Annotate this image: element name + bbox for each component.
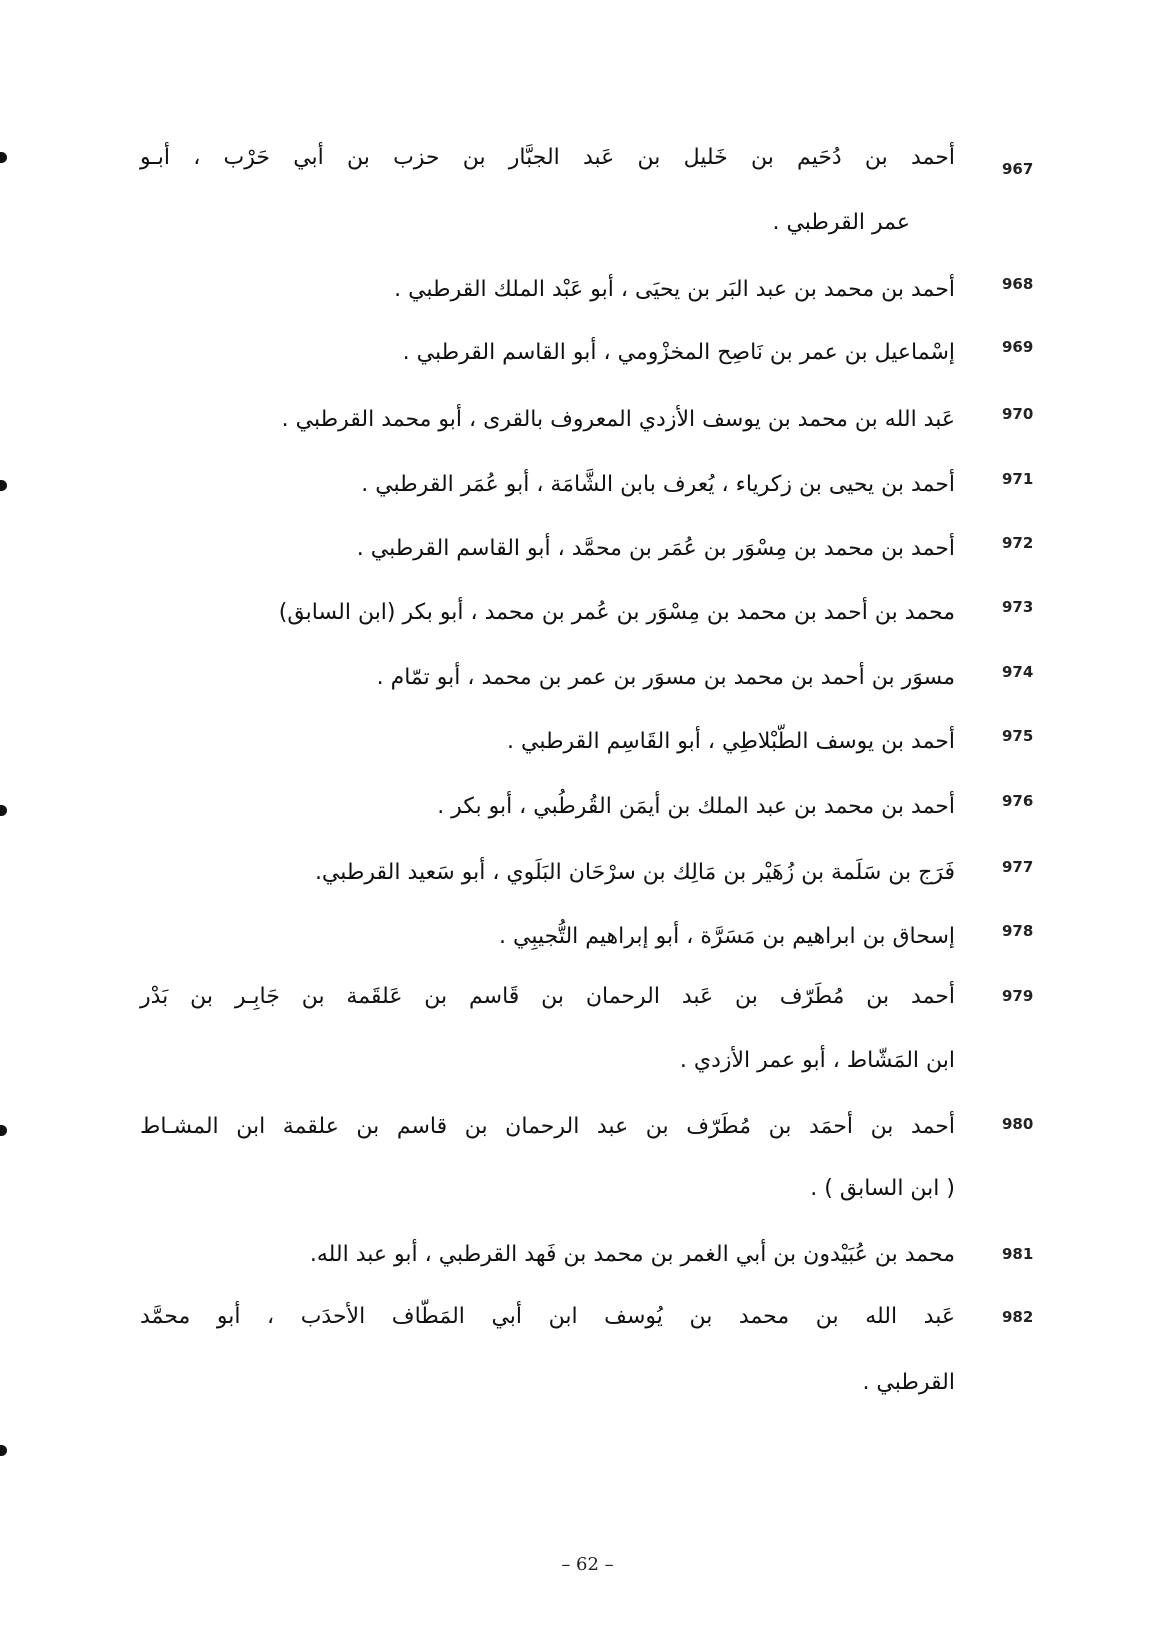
entry-text: أحمد بن يوسف الطّبْلاطِي ، أبو القَاسِم القرطبي . bbox=[507, 729, 955, 754]
entry-text: عَبد الله بن محمد بن يوسف الأزدي المعروف بالقرى ، أبو محمد القرطبي . bbox=[281, 407, 955, 432]
entry-number: 981 bbox=[1002, 1245, 1034, 1263]
entry-text: إسْماعيل بن عمر بن نَاصِح المخزْومي ، أبو القاسم القرطبي . bbox=[402, 340, 955, 365]
entry-number: 973 bbox=[1002, 598, 1034, 616]
entry-text: أحمد بن يحيى بن زكرياء ، يُعرف بابن الشَّامَة ، أبو عُمَر القرطبي . bbox=[361, 472, 955, 497]
entry-text: أحمد بن محمد بن عبد البَر بن يحيَى ، أبو عَبْد الملك القرطبي . bbox=[394, 277, 955, 302]
entry-number: 967 bbox=[1002, 160, 1034, 178]
entry-text: أحمد بن محمد بن مِسْوَر بن عُمَر بن محمَّد ، أبو القاسم القرطبي . bbox=[356, 536, 955, 561]
entry-number: 982 bbox=[1002, 1308, 1034, 1326]
entry-text: عَبد الله بن محمد بن يُوسف ابن أبي المَطّاف الأحدَب ، أبو محمَّد bbox=[140, 1304, 955, 1329]
entry-number: 970 bbox=[1002, 405, 1034, 423]
margin-mark bbox=[0, 480, 7, 491]
entry-text: أحمد بن محمد بن عبد الملك بن أيمَن القُرطُبي ، أبو بكر . bbox=[437, 794, 955, 819]
entry-text-continuation: ابن المَشّاط ، أبو عمر الأزدي . bbox=[679, 1048, 955, 1073]
entry-text: محمد بن أحمد بن محمد بن مِسْوَر بن عُمر بن محمد ، أبو بكر (ابن السابق) bbox=[278, 600, 955, 625]
entry-text: إسحاق بن ابراهيم بن مَسَرَّة ، أبو إبراهيم التُّجيبِي . bbox=[499, 924, 955, 949]
entry-number: 972 bbox=[1002, 534, 1034, 552]
entry-text-continuation: ( ابن السابق ) . bbox=[810, 1176, 955, 1201]
entry-text-continuation: عمر القرطبي . bbox=[772, 210, 910, 235]
entry-text: أحمد بن أحمَد بن مُطَرّف بن عبد الرحمان بن قاسم بن علقمة ابن المشـاط bbox=[140, 1114, 955, 1139]
entry-text: فَرَج بن سَلَمة بن زُهَيْر بن مَالِك بن سرْحَان البَلَوي ، أبو سَعيد القرطبي. bbox=[314, 860, 955, 885]
entry-number: 979 bbox=[1002, 987, 1034, 1005]
margin-mark bbox=[0, 805, 7, 816]
margin-mark bbox=[0, 1125, 7, 1136]
entry-text-continuation: القرطبي . bbox=[862, 1370, 955, 1395]
entry-number: 974 bbox=[1002, 663, 1034, 681]
entry-text: محمد بن عُبَيْدون بن أبي الغمر بن محمد بن فَهد القرطبي ، أبو عبد الله. bbox=[309, 1242, 955, 1267]
page-number: – 62 – bbox=[561, 1554, 614, 1575]
margin-mark bbox=[0, 152, 7, 163]
entry-number: 978 bbox=[1002, 922, 1034, 940]
entry-number: 976 bbox=[1002, 792, 1034, 810]
entry-number: 977 bbox=[1002, 858, 1034, 876]
entry-number: 969 bbox=[1002, 338, 1034, 356]
entry-number: 980 bbox=[1002, 1115, 1034, 1133]
entry-number: 971 bbox=[1002, 470, 1034, 488]
entry-text: مسوَر بن أحمد بن محمد بن مسوَر بن عمر بن محمد ، أبو تمّام . bbox=[376, 665, 955, 690]
entry-number: 975 bbox=[1002, 727, 1034, 745]
entry-number: 968 bbox=[1002, 275, 1034, 293]
entry-text: أحمد بن دُحَيم بن خَليل بن عَبد الجبَّار بن حزب بن أبي حَرْب ، أبـو bbox=[140, 145, 955, 170]
margin-mark bbox=[0, 1445, 7, 1456]
entry-text: أحمد بن مُطَرّف بن عَبد الرحمان بن قَاسم بن عَلقَمة بن جَابِـر بن بَدْر bbox=[140, 984, 955, 1009]
